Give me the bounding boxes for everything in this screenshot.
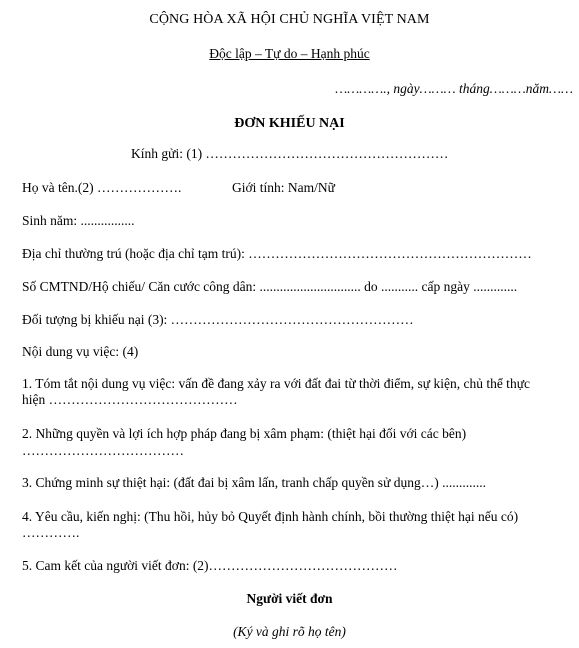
item-2-line-1: 2. Những quyền và lợi ích hợp pháp đang bị xâm phạm: (thiệt hại đối với các bên) — [22, 426, 467, 441]
complaint-target-line: Đối tượng bị khiếu nại (3): ……………………………………………… — [22, 312, 414, 327]
signature-label: Người viết đơn — [246, 591, 333, 606]
signature-note: (Ký và ghi rõ họ tên) — [233, 624, 346, 639]
item-4-line-2: …………. — [22, 525, 80, 540]
recipient-line: Kính gửi: (1) ……………………………………………… — [131, 146, 449, 161]
birth-year-line: Sinh năm: ................ — [22, 213, 135, 228]
item-1-line-1: 1. Tóm tắt nội dung vụ việc: vấn đề đang xảy ra với đất đai từ thời điểm, sự kiện, chủ thể thực — [22, 376, 530, 391]
motto: Độc lập – Tự do – Hạnh phúc — [209, 46, 370, 61]
address-line: Địa chỉ thường trú (hoặc địa chỉ tạm trú): ……………………………………………………… — [22, 246, 532, 261]
id-card-line: Số CMTND/Hộ chiếu/ Căn cước công dân: .............................. do ........... cấp ngày ............. — [22, 279, 518, 294]
item-4-line-1: 4. Yêu cầu, kiến nghị: (Thu hồi, hủy bỏ Quyết định hành chính, bồi thường thiệt hại nếu có) — [22, 509, 519, 524]
item-3-line: 3. Chứng minh sự thiệt hại: (đất đai bị xâm lấn, tranh chấp quyền sử dụng…) ............. — [22, 475, 487, 490]
item-2-line-2: ……………………………… — [22, 443, 184, 458]
nation-heading: CỘNG HÒA XÃ HỘI CHỦ NGHĨA VIỆT NAM — [149, 12, 430, 27]
date-line: …………., ngày……… tháng………năm…… — [335, 81, 573, 96]
full-name-line: Họ và tên.(2) ………………. — [22, 180, 182, 195]
gender-line: Giới tính: Nam/Nữ — [232, 180, 335, 195]
document-title: ĐƠN KHIẾU NẠI — [234, 116, 345, 131]
item-5-line: 5. Cam kết của người viết đơn: (2)…………………………………… — [22, 558, 398, 573]
item-1-line-2: hiện …………………………………… — [22, 392, 238, 407]
case-content-heading: Nội dung vụ việc: (4) — [22, 344, 139, 359]
